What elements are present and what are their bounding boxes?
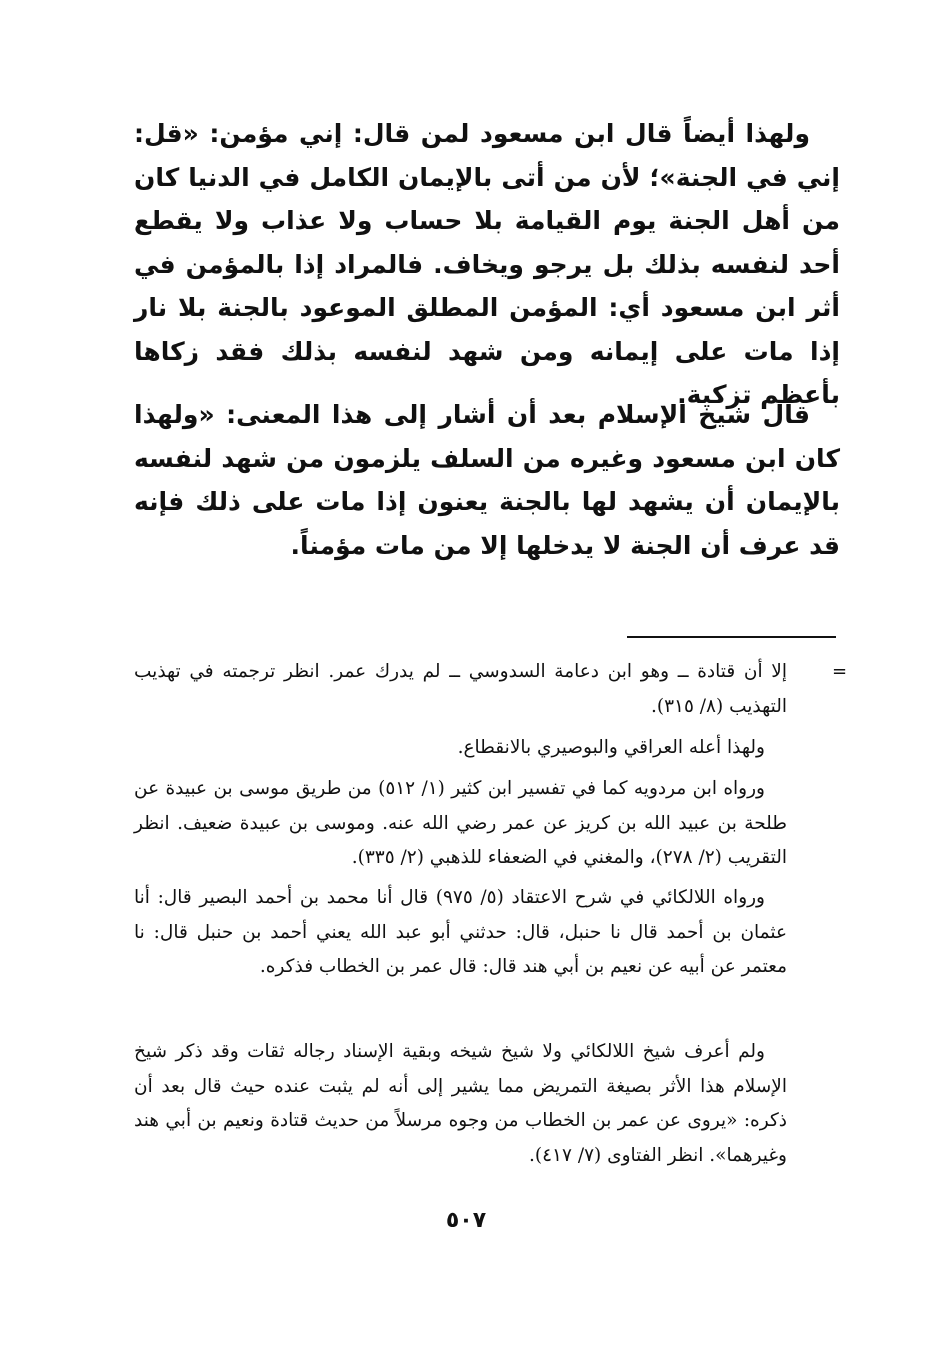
footnote-text: ولهذا أعله العراقي والبوصيري بالانقطاع. [457,737,765,758]
footnote-continuation-marker: = [832,661,848,682]
footnote-2 [134,731,787,766]
footnote-5 [134,1035,787,1173]
footnote-text: ورواه اللالكائي في شرح الاعتقاد (٥/ ٩٧٥) قال أنا محمد بن أحمد البصير قال: أنا عثمان بن أحمد قال نا حنبل، قال: حدثني أبو عبد الله يعني أحمد بن حنبل قال: نا معتمر عن أبيه عن نعيم بن أبي هند قال: قال عمر بن الخطاب فذكره. [134,887,787,977]
paragraph-text: ولهذا أيضاً قال ابن مسعود لمن قال: إني مؤمن: «قل: إني في الجنة»؛ لأن من أتى بالإيمان الكامل في الدنيا كان من أهل الجنة يوم القيامة بلا حساب ولا عذاب ولا يقطع أحد لنفسه بذلك بل يرجو ويخاف. فالمراد إذا بالمؤمن في أثر ابن مسعود أي: المؤمن المطلق الموعود بالجنة بلا نار إذا مات على إيمانه ومن شهد لنفسه بذلك فقد زكاها بأعظم تزكية. [134,119,840,409]
footnote-1 [134,655,787,724]
paragraph-text: قال شيخ الإسلام بعد أن أشار إلى هذا المعنى: «ولهذا كان ابن مسعود وغيره من السلف يلزمون من شهد لنفسه بالإيمان أن يشهد لها بالجنة يعنون إذا مات على ذلك فإنه قد عرف أن الجنة لا يدخلها إلا من مات مؤمناً. [134,400,840,560]
footnote-text: ورواه ابن مردويه كما في تفسير ابن كثير (١/ ٥١٢) من طريق موسى بن عبيدة عن طلحة بن عبيد الله بن كريز عن عمر رضي الله عنه. وموسى بن عبيدة ضعيف. انظر التقريب (٢/ ٢٧٨)، والمغني في الضعفاء للذهبي (٢/ ٣٣٥). [134,778,787,868]
footnote-4 [134,881,787,985]
footnote-separator [627,636,836,638]
footnote-text: ولم أعرف شيخ اللالكائي ولا شيخ شيخه وبقية الإسناد رجاله ثقات وقد ذكر شيخ الإسلام هذا الأثر بصيغة التمريض مما يشير إلى أنه لم يثبت عنده حيث قال بعد أن ذكره: «يروى عن عمر بن الخطاب من وجوه مرسلاً من حديث قتادة ونعيم بن أبي هند وغيرهما». انظر الفتاوى (٧/ ٤١٧). [134,1041,787,1166]
main-text-paragraph-1 [134,112,840,417]
page-number: ٥٠٧ [445,1208,487,1233]
main-text-paragraph-2 [134,393,840,567]
footnote-3 [134,772,787,876]
footnote-text: إلا أن قتادة ــ وهو ابن دعامة السدوسي ــ لم يدرك عمر. انظر ترجمته في تهذيب التهذيب (٨/ ٣١٥). [134,661,787,717]
